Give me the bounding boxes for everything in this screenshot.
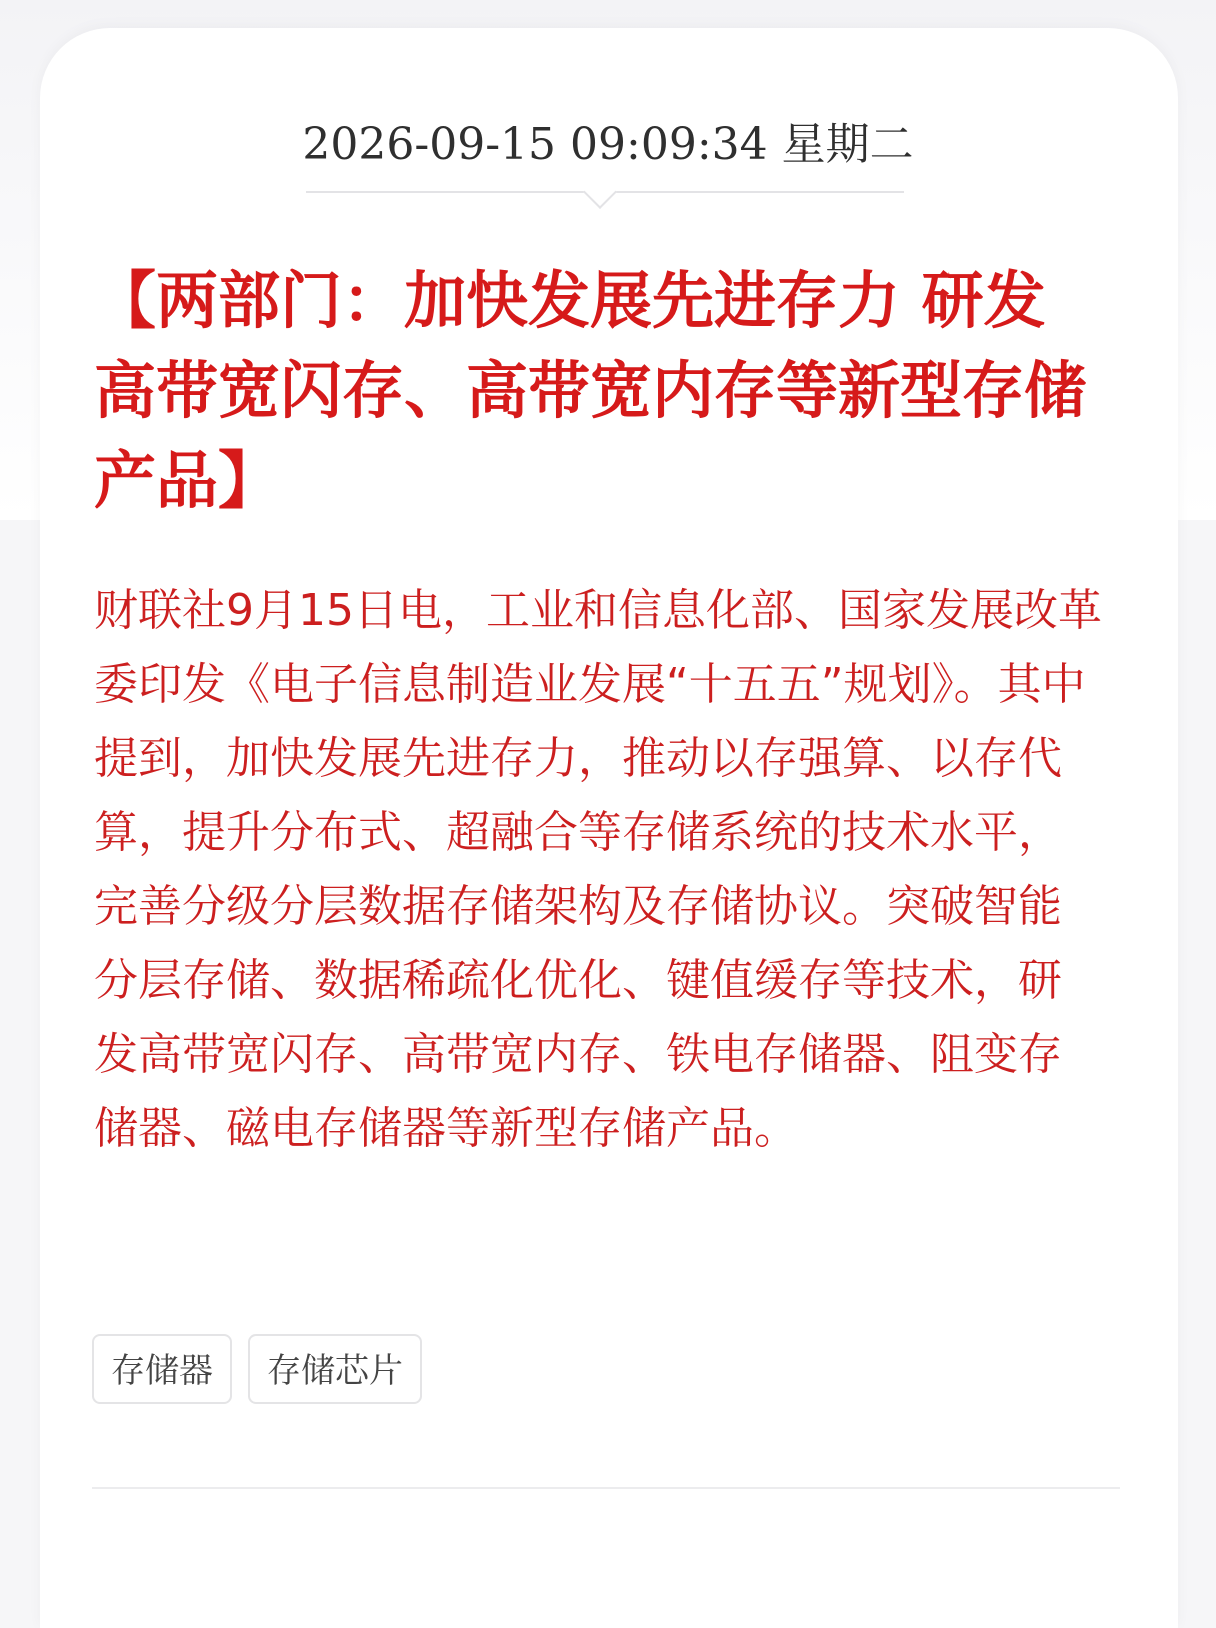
- tag-storage-device[interactable]: 存储器: [92, 1334, 232, 1404]
- bottom-divider: [92, 1487, 1120, 1489]
- article-headline: 【两部门：加快发展先进存力 研发高带宽闪存、高带宽内存等新型存储产品】: [94, 264, 1087, 517]
- publish-timestamp: 2026-09-15 09:09:34 星期二: [302, 119, 914, 170]
- tag-list: [92, 1334, 422, 1404]
- tag-storage-chip[interactable]: 存储芯片: [248, 1334, 422, 1404]
- article-body: 财联社9月15日电，工业和信息化部、国家发展改革委印发《电子信息制造业发展“十五五”规划》。其中提到，加快发展先进存力，推动以存强算、以存代算，提升分布式、超融合等存储系统的技术水平，完善分级分层数据存储架构及存储协议。突破智能分层存储、数据稀疏化优化、键值缓存等技术，研发高带宽闪存、高带宽内存、铁电存储器、阻变存储器、磁电存储器等新型存储产品。: [94, 585, 1102, 1154]
